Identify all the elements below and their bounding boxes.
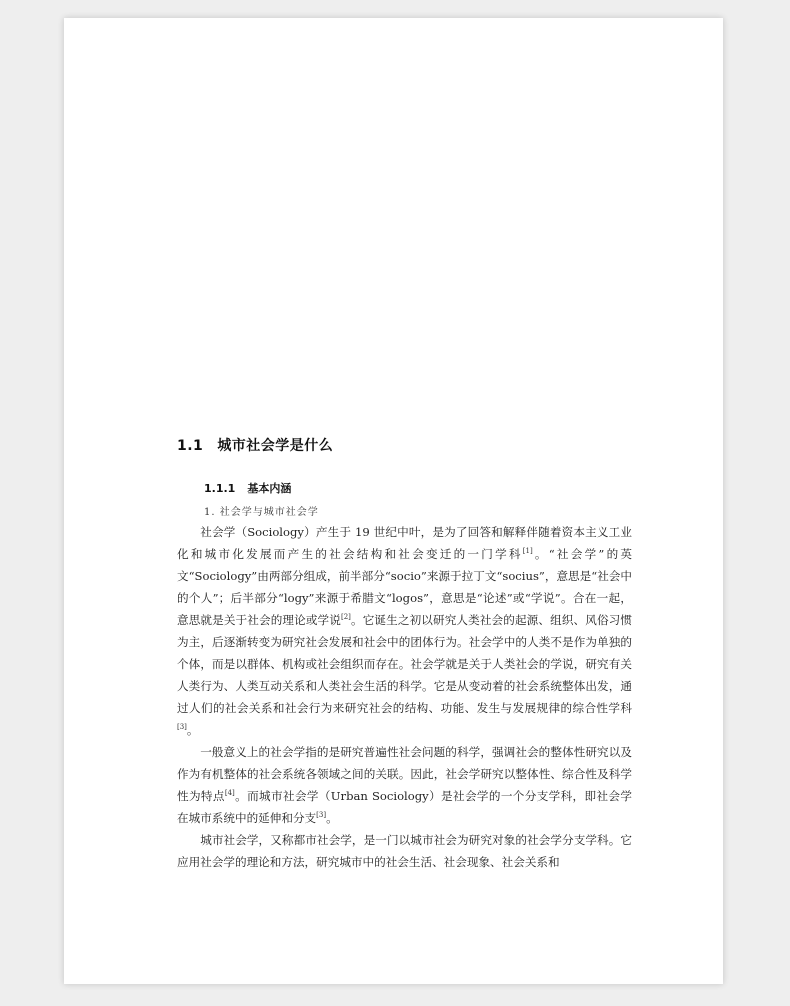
section-title: 城市社会学是什么 — [217, 438, 334, 454]
body-paragraph — [177, 829, 632, 873]
paragraph-text: 。 — [326, 811, 338, 825]
subsection-heading — [204, 480, 632, 496]
section-heading — [177, 435, 632, 455]
paragraph-text: 。它诞生之初以研究人类社会的起源、组织、风俗习惯为主，后逐渐转变为研究社会发展和社会中的团体行为。社会学中的人类不是作为单独的个体，而是以群体、机构或社会组织而存在。社会学就是关于人类社会的学说，研究有关人类行为、人类互动关系和人类社会生活的科学。它是从变动着的社会系统整体出发，通过人们的社会关系和社会行为来研究社会的结构、功能、发生与发展规律的综合性学科 — [177, 613, 632, 715]
citation-ref: [4] — [224, 789, 235, 797]
sub-item-heading: 1. 社会学与城市社会学 — [204, 507, 319, 518]
subsection-number: 1.1.1 — [204, 482, 236, 495]
citation-ref: [2] — [340, 613, 351, 621]
page-content — [177, 435, 632, 873]
paragraph-text: 。 — [186, 723, 199, 737]
paragraph-text: 一般意义上的社会学指的是研究普遍性社会问题的科学，强调社会的整体性研究以及作为有机整体的社会系统各领域之间的关联。因此，社会学研究以整体性、综合性及科学性为特点 — [177, 745, 632, 803]
paragraph-text: 城市社会学，又称都市社会学，是一门以城市社会为研究对象的社会学分支学科。它应用社会学的理论和方法，研究城市中的社会生活、社会现象、社会关系和 — [177, 833, 632, 869]
subsection-title: 基本内涵 — [247, 482, 292, 495]
citation-ref: [1] — [522, 547, 533, 555]
paragraph-text: 。“社会学”的英文“Sociology”由两部分组成，前半部分“socio”来源于拉丁文“socius”，意思是“社会中的个人”；后半部分“logy”来源于希腊文“logos”，意思是“论述”或“学说”。合在一起，意思就是关于社会的理论或学说 — [177, 547, 632, 627]
paragraph-text: 。而城市社会学（Urban Sociology）是社会学的一个分支学科，即社会学在城市系统中的延伸和分支 — [177, 789, 632, 825]
book-page — [64, 18, 723, 984]
citation-ref: [3] — [316, 811, 327, 819]
section-number: 1.1 — [177, 438, 204, 454]
body-paragraph — [177, 521, 632, 741]
citation-ref: [3] — [177, 723, 187, 731]
body-paragraph — [177, 741, 632, 829]
body-text — [177, 521, 632, 873]
paragraph-text: 社会学（Sociology）产生于 19 世纪中叶，是为了回答和解释伴随着资本主义工业化和城市化发展而产生的社会结构和社会变迁的一门学科 — [177, 525, 632, 561]
